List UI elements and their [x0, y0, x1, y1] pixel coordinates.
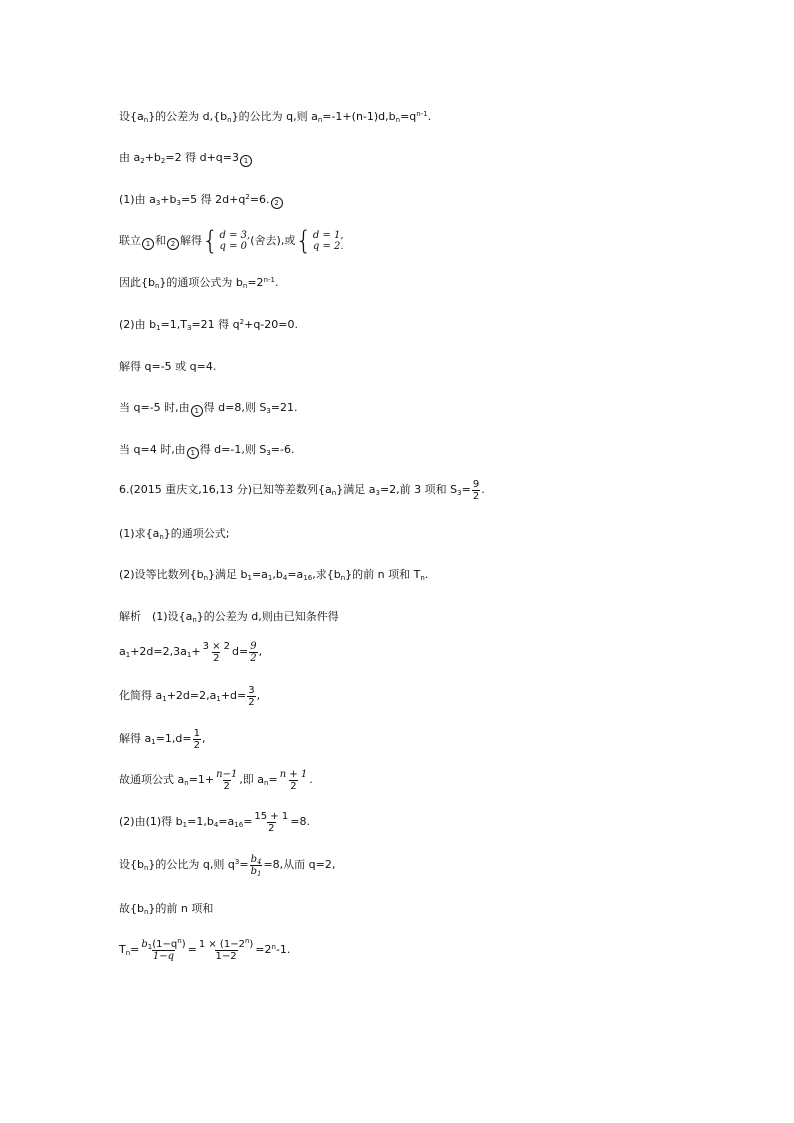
analysis-line-7: 故$\{b_n\}$的前 n 项和 [119, 902, 214, 916]
analysis-line-6: 设$\{b_n\}$的公比为 q,则 $q^3=$ $\frac{b_4}{b_1}$ =8,从而 q=2, [119, 853, 336, 878]
fraction: $\frac{b_4}{b_1}$ [250, 853, 262, 878]
circled-number-2: 2 [271, 197, 283, 209]
solution-line-2: 由 $a_2+b_2=2$ 得 d+q=3 1 [119, 151, 253, 167]
fraction: $\frac{n-1}{2}$ [216, 768, 238, 792]
fraction: $\frac{n + 1}{2}$ [279, 768, 308, 792]
analysis-heading-line: 解析 (1)设$\{a_n\}$的公差为 d,则由已知条件得 [119, 610, 339, 624]
solution-line-8: 当 q=-5 时,由 1 得 d=8,则 $S_3=21$. [119, 401, 298, 415]
analysis-line-8: $T_n=$ $\frac{b_1(1-q^n)}{1-q}$ = $\frac{1 \times (1-2^n)}{1-2}$ $=2^n-1$. [119, 936, 291, 962]
equation-system-2: { d = 1, q = 2. [295, 226, 344, 256]
fraction: $\frac{1 \times (1-2^n)}{1-2}$ [198, 936, 254, 962]
solution-line-3: (1)由 $a_3+b_3=5$ 得 $2d+q^2=6$. 2 [119, 193, 284, 209]
fraction: $\frac{3 \times 2}{2}$ [202, 640, 231, 664]
circled-number-1: 1 [191, 405, 203, 417]
solution-line-7: 解得 q=-5 或 q=4. [119, 360, 217, 373]
circled-number-1: 1 [142, 238, 154, 250]
circled-number-1: 1 [240, 155, 252, 167]
circled-number-2: 2 [167, 238, 179, 250]
fraction: $\frac{9}{2}$ [472, 478, 480, 502]
fraction: $\frac{1}{2}$ [193, 727, 201, 751]
problem-6-part-2: (2)设等比数列$\{b_n\}$满足 $b_1=a_1,b_4=a_{16}$,求$\{b_n\}$的前 n 项和 $T_n$. [119, 568, 429, 582]
fraction: $\frac{15 + 1}{2}$ [254, 810, 289, 834]
fraction: $\frac{b_1(1-q^n)}{1-q}$ [141, 936, 186, 962]
equation-system-1: { d = 3, q = 0 [202, 226, 251, 256]
analysis-line-2: 化简得 $a_1+2d=2,a_1+d=$ $\frac{3}{2}$ , [119, 684, 261, 708]
analysis-line-1: $a_1+2d=2,3a_1+$ $\frac{3 \times 2}{2}$ d= $\frac{9}{2}$ , [119, 640, 263, 664]
problem-6-part-1: (1)求$\{a_n\}$的通项公式; [119, 527, 230, 541]
analysis-line-4: 故通项公式 $a_n=1+$ $\frac{n-1}{2}$ ,即 $a_n=$ $\frac{n + 1}{2}$ . [119, 768, 313, 792]
solution-line-9: 当 q=4 时,由 1 得 d=-1,则 $S_3=-6$. [119, 443, 295, 457]
solution-line-4: 联立 1 和 2 解得 { d = 3, q = 0 (舍去),或 { d = 1, q = 2. [119, 226, 344, 256]
analysis-line-3: 解得 $a_1=1,d=$ $\frac{1}{2}$ , [119, 727, 206, 751]
problem-6-statement: 6.(2015 重庆文,16,13 分)已知等差数列$\{a_n\}$满足 $a_3=2$,前 3 项和 $S_3=$ $\frac{9}{2}$ . [119, 478, 485, 502]
fraction: $\frac{3}{2}$ [248, 684, 255, 708]
analysis-line-5: (2)由(1)得 $b_1=1,b_4=a_{16}=$ $\frac{15 + 1}{2}$ =8. [119, 810, 310, 834]
fraction: $\frac{9}{2}$ [250, 640, 257, 664]
solution-line-1: 设$\{a_n\}$的公差为 $d,\{b_n\}$的公比为 q,则 $a_n=-1+(n-1)d,b_n=q^{n-1}$. [119, 110, 432, 124]
solution-line-5: 因此$\{b_n\}$的通项公式为 $b_n=2^{n-1}$. [119, 276, 279, 290]
solution-line-6: (2)由 $b_1=1,T_3=21$ 得 $q^2+q-20=0$. [119, 318, 298, 332]
circled-number-1: 1 [187, 447, 199, 459]
